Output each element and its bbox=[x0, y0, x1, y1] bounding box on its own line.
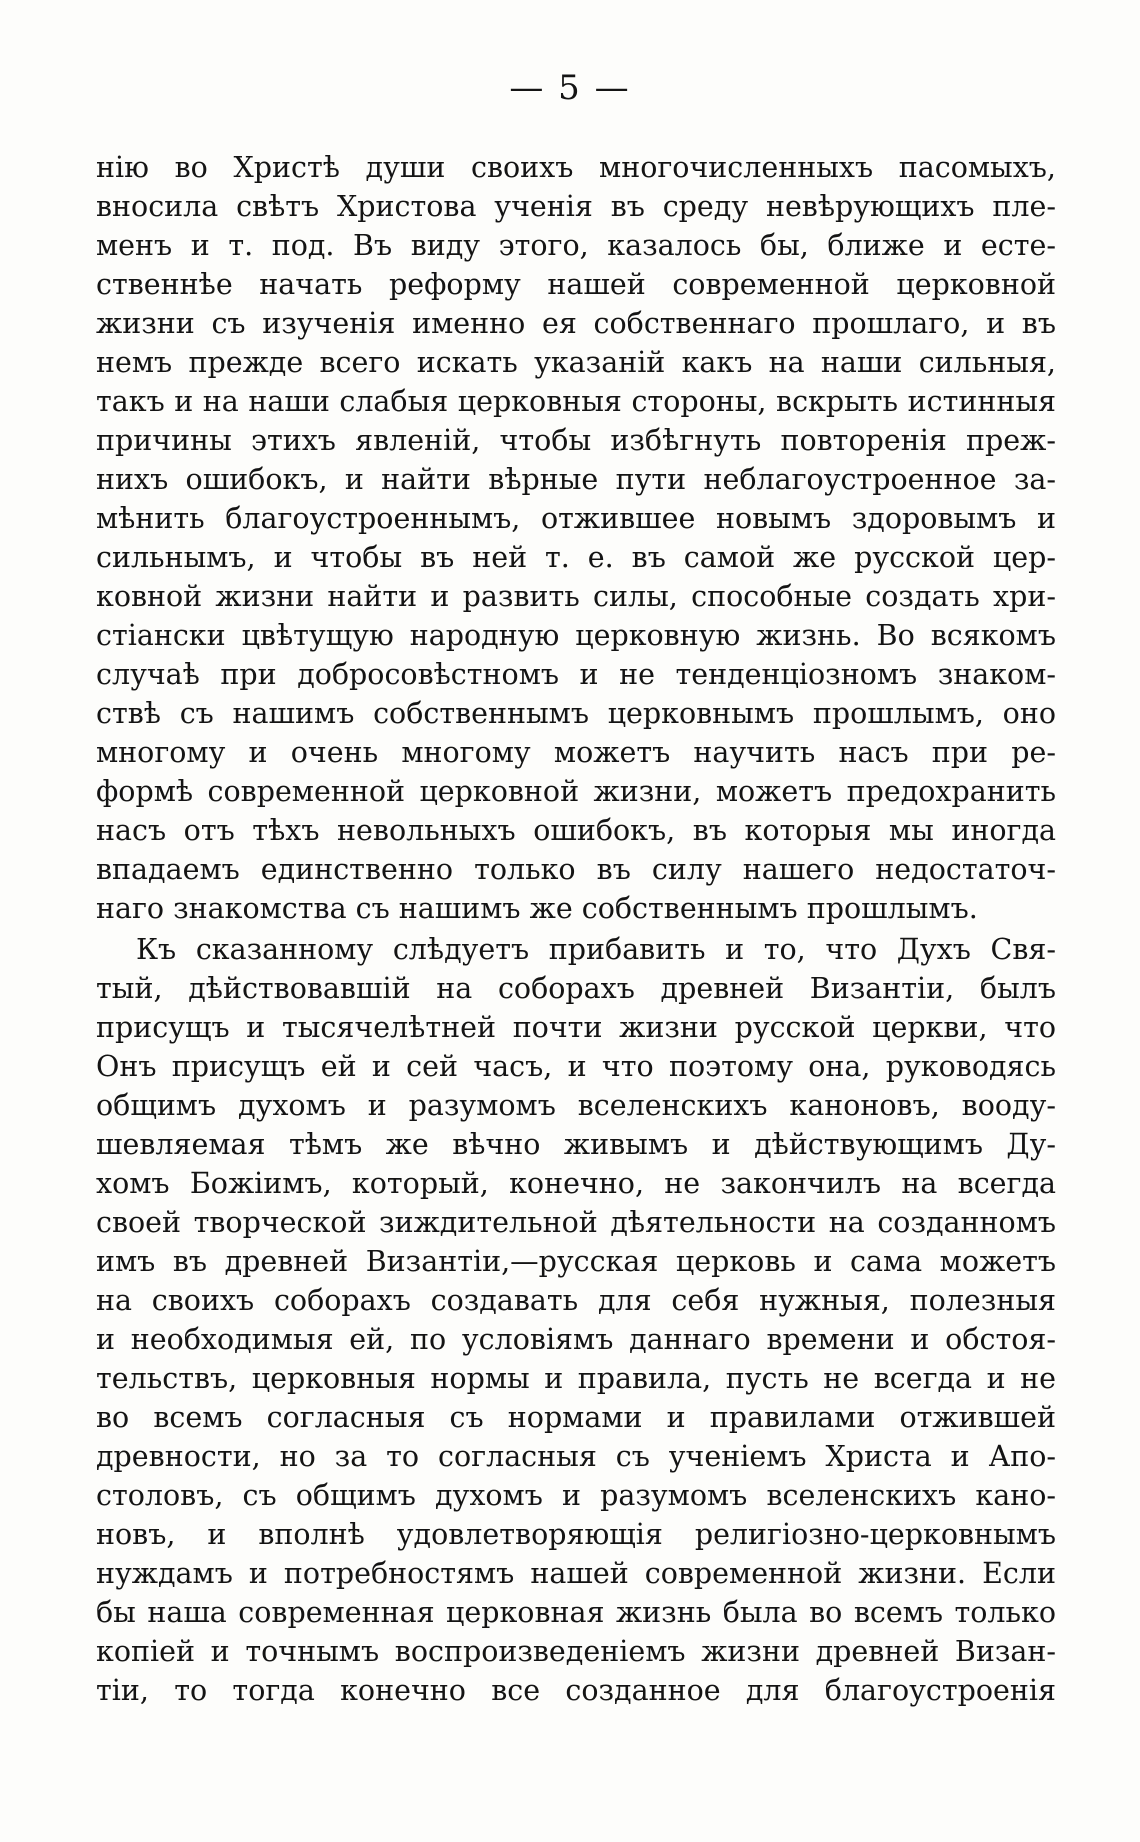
text-line: общимъ духомъ и разумомъ вселенскихъ каноновъ, вооду- bbox=[96, 1089, 1056, 1122]
text-line: Онъ присущъ ей и сей часъ, и что поэтому она, руководясь bbox=[96, 1050, 1056, 1083]
text-line: впадаемъ единственно только въ силу нашего недостаточ- bbox=[96, 853, 1056, 886]
text-line: новъ, и вполнѣ удовлетворяющія религіозно-церковнымъ bbox=[96, 1518, 1056, 1551]
text-line: причины этихъ явленій, чтобы избѣгнуть повторенія преж- bbox=[96, 424, 1056, 457]
text-line: ствѣ съ нашимъ собственнымъ церковнымъ прошлымъ, оно bbox=[96, 697, 1056, 730]
text-line: присущъ и тысячелѣтней почти жизни русской церкви, что bbox=[96, 1011, 1056, 1044]
text-line: нію во Христѣ души своихъ многочисленныхъ пасомыхъ, bbox=[96, 151, 1056, 184]
text-line: менъ и т. под. Въ виду этого, казалось бы, ближе и есте- bbox=[96, 229, 1056, 262]
body-text bbox=[96, 148, 1056, 1712]
text-line: на своихъ соборахъ создавать для себя нужныя, полезныя bbox=[96, 1284, 1056, 1317]
text-line: такъ и на наши слабыя церковныя стороны, вскрыть истинныя bbox=[96, 385, 1056, 418]
text-line: вносила свѣтъ Христова ученія въ среду невѣрующихъ пле- bbox=[96, 190, 1056, 223]
text-line: случаѣ при добросовѣстномъ и не тенденціозномъ знаком- bbox=[96, 658, 1056, 691]
text-line: Къ сказанному слѣдуетъ прибавить и то, что Духъ Свя- bbox=[136, 933, 1056, 966]
text-line: бы наша современная церковная жизнь была во всемъ только bbox=[96, 1596, 1056, 1629]
text-line: древности, но за то согласныя съ ученіемъ Христа и Апо- bbox=[96, 1440, 1056, 1473]
text-line: хомъ Божіимъ, который, конечно, не закончилъ на всегда bbox=[96, 1167, 1056, 1200]
paragraph-2 bbox=[96, 930, 1056, 1710]
page-number: — 5 — bbox=[509, 68, 631, 108]
text-line: шевляемая тѣмъ же вѣчно живымъ и дѣйствующимъ Ду- bbox=[96, 1128, 1056, 1161]
text-line: немъ прежде всего искать указаній какъ на наши сильныя, bbox=[96, 346, 1056, 379]
text-line: стіански цвѣтущую народную церковную жизнь. Во всякомъ bbox=[96, 619, 1056, 652]
text-line: мѣнить благоустроеннымъ, отжившее новымъ здоровымъ и bbox=[96, 502, 1056, 535]
text-line: столовъ, съ общимъ духомъ и разумомъ вселенскихъ кано- bbox=[96, 1479, 1056, 1512]
text-line: нуждамъ и потребностямъ нашей современной жизни. Если bbox=[96, 1557, 1056, 1590]
text-line: ственнѣе начать реформу нашей современной церковной bbox=[96, 268, 1056, 301]
paragraph-1 bbox=[96, 148, 1056, 928]
text-line: имъ въ древней Византіи,—русская церковь и сама можетъ bbox=[96, 1245, 1056, 1278]
text-line: во всемъ согласныя съ нормами и правилами отжившей bbox=[96, 1401, 1056, 1434]
text-line: жизни съ изученія именно ея собственнаго прошлаго, и въ bbox=[96, 307, 1056, 340]
text-line: ковной жизни найти и развить силы, способные создать хри- bbox=[96, 580, 1056, 613]
text-line: нихъ ошибокъ, и найти вѣрные пути неблагоустроенное за- bbox=[96, 463, 1056, 496]
text-line: тіи, то тогда конечно все созданное для благоустроенія bbox=[96, 1674, 1056, 1707]
text-line: многому и очень многому можетъ научить насъ при ре- bbox=[96, 736, 1056, 769]
text-line: сильнымъ, и чтобы въ ней т. е. въ самой же русской цер- bbox=[96, 541, 1056, 574]
text-line: своей творческой зиждительной дѣятельности на созданномъ bbox=[96, 1206, 1056, 1239]
text-line: тый, дѣйствовавшій на соборахъ древней Византіи, былъ bbox=[96, 972, 1056, 1005]
text-line: формѣ современной церковной жизни, можетъ предохранить bbox=[96, 775, 1056, 808]
text-line: насъ отъ тѣхъ невольныхъ ошибокъ, въ которыя мы иногда bbox=[96, 814, 1056, 847]
text-line: копіей и точнымъ воспроизведеніемъ жизни древней Визан- bbox=[96, 1635, 1056, 1668]
text-line: и необходимыя ей, по условіямъ даннаго времени и обстоя- bbox=[96, 1323, 1056, 1356]
text-line: наго знакомства съ нашимъ же собственнымъ прошлымъ. bbox=[96, 892, 978, 925]
text-line: тельствъ, церковныя нормы и правила, пусть не всегда и не bbox=[96, 1362, 1056, 1395]
